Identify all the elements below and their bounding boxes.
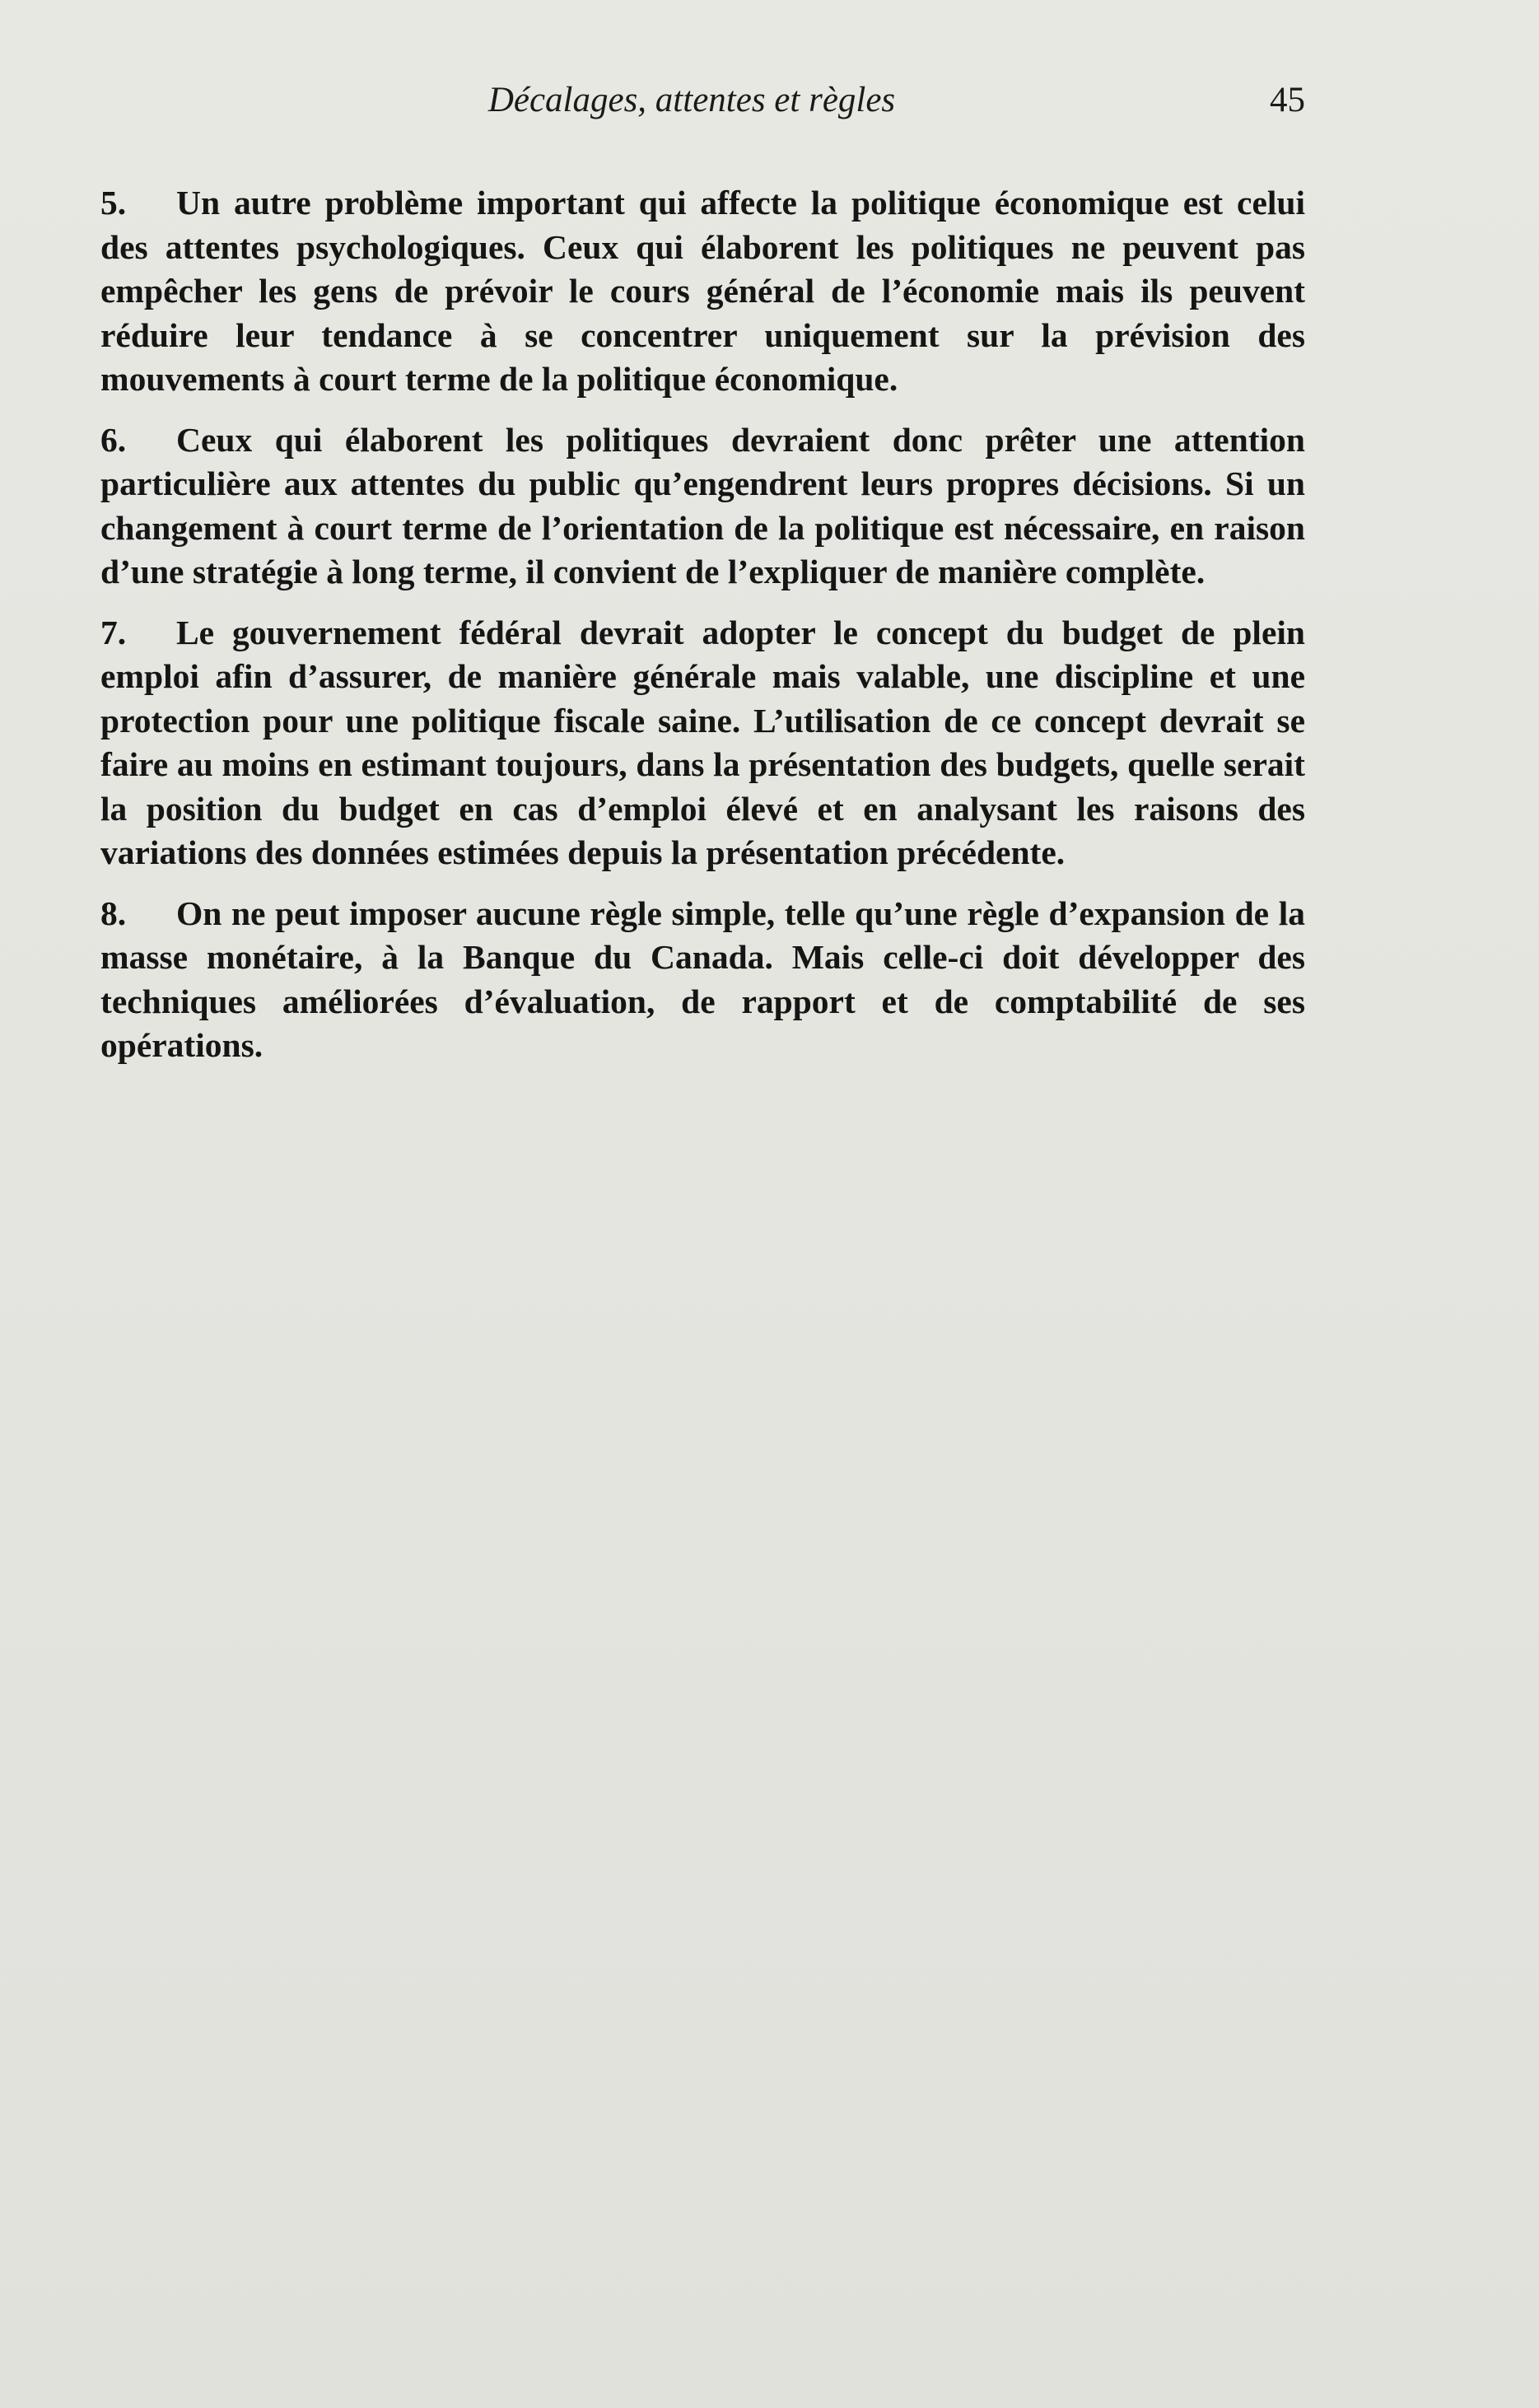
running-header-title: Décalages, attentes et règles <box>487 81 896 119</box>
body-text <box>100 181 1305 1085</box>
paragraph-number: 6. <box>100 420 127 459</box>
paragraph-6 <box>100 418 1305 595</box>
paragraph-text: Un autre problème important qui affecte la politique économique est celui des attentes psychologiques. Ceux qui élaborent les politiques ne peuvent pas empêcher les gens de prévoir le cours général de l’économie mais ils peuvent réduire leur tendance à se concentrer uniquement sur la prévision des mouvements à court terme de la politique économique. <box>100 184 1305 398</box>
paragraph-7 <box>100 611 1305 875</box>
paragraph-number: 8. <box>100 894 127 932</box>
paragraph-number: 7. <box>100 613 127 651</box>
paragraph-text: Le gouvernement fédéral devrait adopter le concept du budget de plein emploi afin d’assurer, de manière générale mais valable, une discipline et une protection pour une politique fiscale saine. L’utilisation de ce concept devrait se faire au moins en estimant toujours, dans la présentation des budgets, quelle serait la position du budget en cas d’emploi élevé et en analysant les raisons des variations des données estimées depuis la présentation précédente. <box>100 613 1305 871</box>
paragraph-5 <box>100 181 1305 402</box>
paragraph-8 <box>100 892 1305 1068</box>
paragraph-text: Ceux qui élaborent les politiques devraient donc prêter une attention particulière aux attentes du public qu’engendrent leurs propres décisions. Si un changement à court terme de l’orientation de la politique est nécessaire, en raison d’une stratégie à long terme, il convient de l’expliquer de manière complète. <box>100 420 1305 590</box>
paragraph-text: On ne peut imposer aucune règle simple, telle qu’une règle d’expansion de la masse monétaire, à la Banque du Canada. Mais celle-ci doit développer des techniques améliorées d’évaluation, de rapport et de comptabilité de ses opérations. <box>100 894 1305 1064</box>
paragraph-number: 5. <box>100 184 127 222</box>
page-number: 45 <box>1270 81 1305 119</box>
